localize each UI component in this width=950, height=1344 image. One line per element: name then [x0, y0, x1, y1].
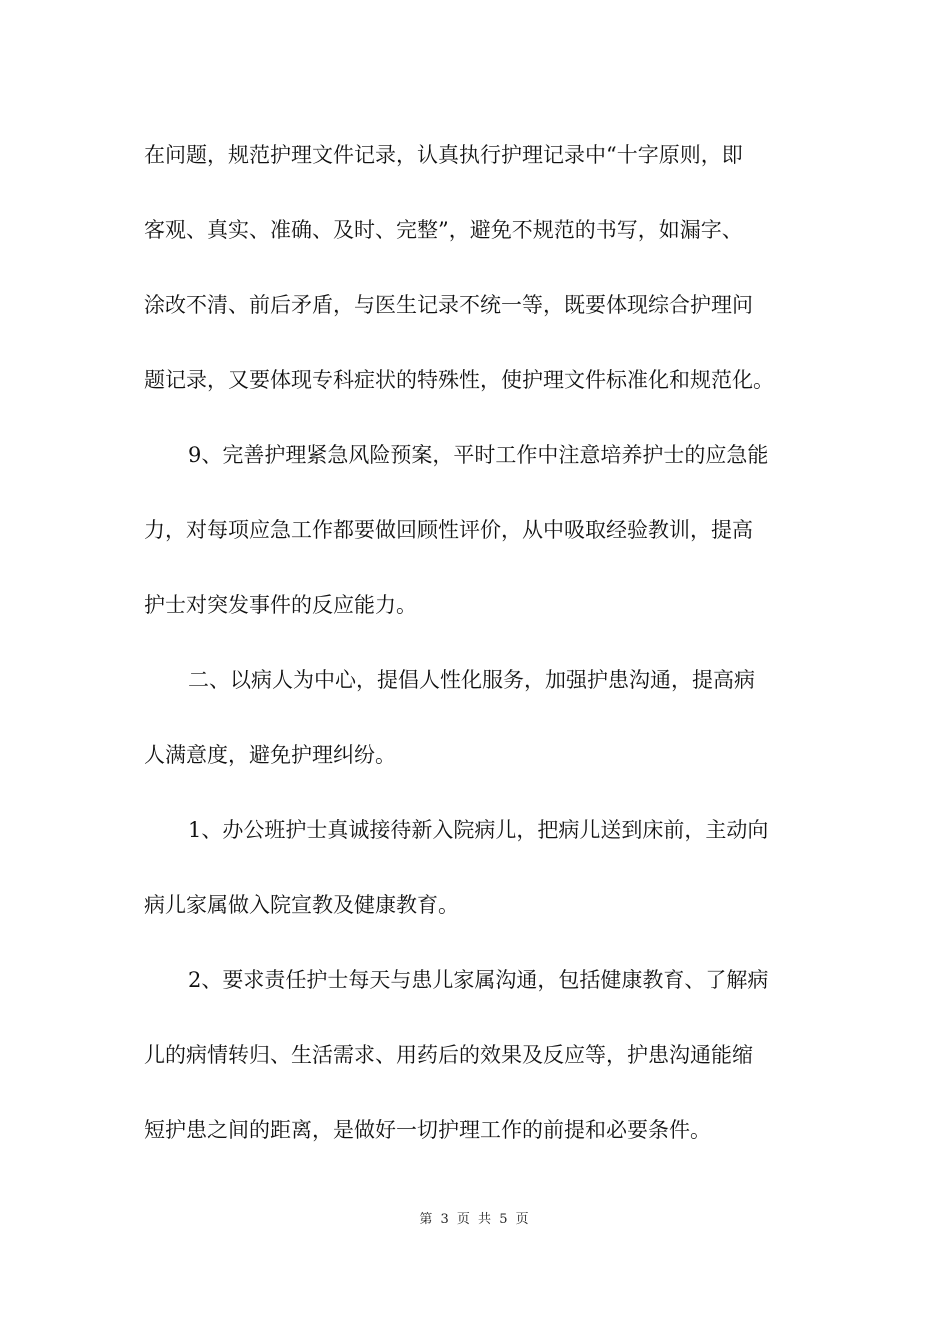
text-line: 1、办公班护士真诚接待新入院病儿，把病儿送到床前，主动向 [188, 818, 769, 842]
text-line: 力，对每项应急工作都要做回顾性评价，从中吸取经验教训，提高 [144, 518, 753, 542]
text-line: 在问题，规范护理文件记录，认真执行护理记录中“十字原则，即 [144, 143, 743, 167]
text-line: 短护患之间的距离，是做好一切护理工作的前提和必要条件。 [144, 1118, 711, 1142]
text-line: 题记录，又要体现专科症状的特殊性，使护理文件标准化和规范化。 [144, 368, 774, 392]
text-line: 人满意度，避免护理纠纷。 [144, 743, 396, 767]
text-line: 9、完善护理紧急风险预案，平时工作中注意培养护士的应急能 [188, 443, 769, 467]
document-body [144, 132, 816, 1182]
text-line: 病儿家属做入院宣教及健康教育。 [144, 893, 459, 917]
text-line: 2、要求责任护士每天与患儿家属沟通，包括健康教育、了解病 [188, 968, 769, 992]
text-line: 二、以病人为中心，提倡人性化服务，加强护患沟通，提高病 [188, 668, 755, 692]
text-line: 护士对突发事件的反应能力。 [144, 593, 417, 617]
text-line: 涂改不清、前后矛盾，与医生记录不统一等，既要体现综合护理问 [144, 293, 753, 317]
text-line: 儿的病情转归、生活需求、用药后的效果及反应等，护患沟通能缩 [144, 1043, 753, 1067]
page-number-footer: 第 3 页 共 5 页 [419, 1212, 531, 1227]
text-line: 客观、真实、准确、及时、完整”，避免不规范的书写，如漏字、 [144, 218, 743, 242]
